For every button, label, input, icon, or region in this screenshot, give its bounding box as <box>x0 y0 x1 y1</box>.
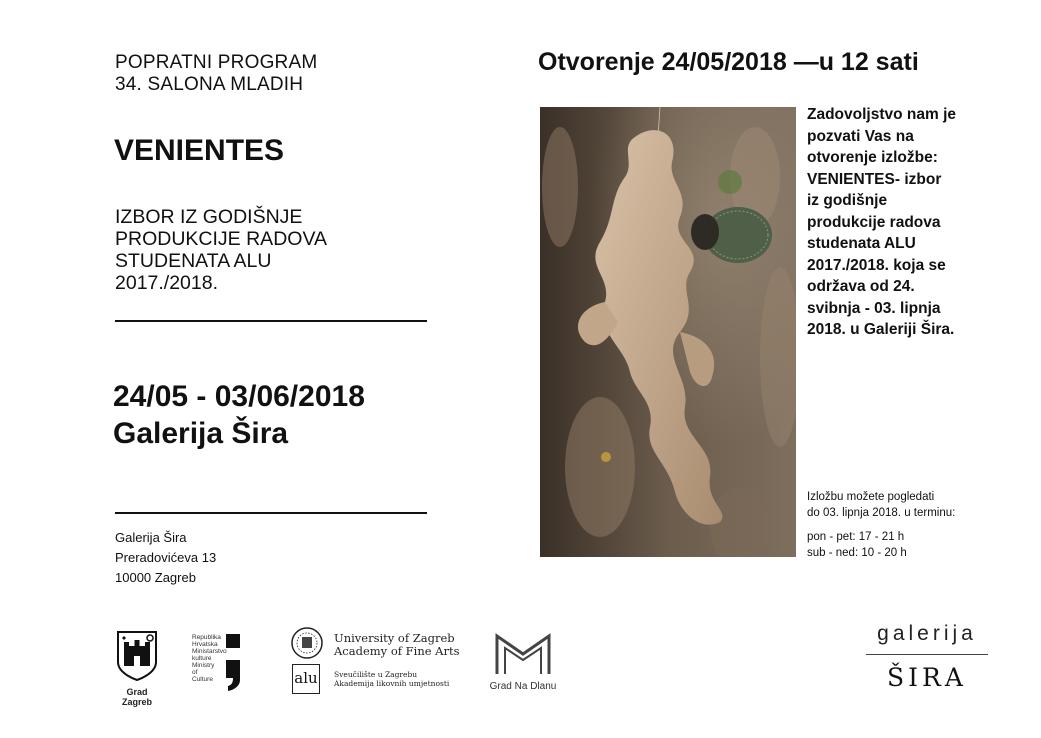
viewing-line: Izložbu možete pogledati <box>807 491 935 503</box>
opening-heading: Otvorenje 24/05/2018 —u 12 sati <box>538 48 919 76</box>
program-heading <box>115 52 317 96</box>
invitation-line: VENIENTES- izbor <box>807 170 942 188</box>
sira-word: ŠIRA <box>887 663 967 692</box>
subtitle-line: PRODUKCIJE RADOVA <box>115 228 328 250</box>
invitation-line: 2017./2018. koja se <box>807 256 946 274</box>
university-seal-icon <box>290 626 324 660</box>
ministry-line: Ministarstvo <box>192 648 227 655</box>
viewing-line: do 03. lipnja 2018. u terminu: <box>807 506 956 519</box>
ministry-line: Hrvatska <box>192 641 218 648</box>
address-line: Preradovićeva 13 <box>115 550 217 565</box>
viewing-info <box>807 490 955 521</box>
hours-weekend: sub - ned: 10 - 20 h <box>807 546 907 559</box>
ministry-line: Culture <box>192 676 213 683</box>
invitation-line: pozvati Vas na <box>807 127 914 145</box>
address-line: 10000 Zagreb <box>115 570 196 585</box>
invitation-line: iz godišnje <box>807 192 888 209</box>
university-line: Academy of Fine Arts <box>334 644 460 658</box>
exhibition-venue: Galerija Šira <box>113 417 289 450</box>
hours-weekdays: pon - pet: 17 - 21 h <box>807 531 905 543</box>
ministry-line: Republika <box>192 634 221 641</box>
grad-na-dlanu-logo <box>483 628 563 692</box>
grad-na-dlanu-label: Grad Na Dlanu <box>489 681 557 692</box>
alu-mark: alu <box>292 664 320 694</box>
invitation-line: 2018. u Galeriji Šira. <box>807 321 955 338</box>
university-line: University of Zagreb <box>334 631 455 645</box>
invitation-text <box>807 104 956 341</box>
exhibition-title: VENIENTES <box>114 134 285 167</box>
exhibition-subtitle <box>115 206 327 294</box>
exhibition-photo <box>540 107 796 557</box>
ministry-line: Ministry of <box>192 662 215 676</box>
university-sub-line: Akademija likovnih umjetnosti <box>334 679 450 688</box>
invitation-line: svibnja - 03. lipnja <box>807 299 941 317</box>
address-line: Galerija Šira <box>115 530 187 545</box>
semicolon-icon <box>224 632 242 692</box>
university-sub-name <box>334 670 449 688</box>
address-block <box>115 528 216 588</box>
subtitle-line: STUDENATA ALU <box>115 250 272 272</box>
invitation-line: održava od 24. <box>807 278 915 295</box>
university-logo <box>290 626 460 696</box>
sculpture-photo <box>540 107 796 557</box>
subtitle-line: IZBOR IZ GODIŠNJE <box>115 206 303 228</box>
galerija-sira-logo <box>866 622 988 692</box>
ministry-logo <box>192 632 252 692</box>
zagreb-coat-of-arms-icon <box>116 630 158 682</box>
divider-top <box>115 320 427 322</box>
university-name <box>334 632 460 658</box>
galerija-word: galerija <box>877 622 977 645</box>
invitation-line: otvorenje izložbe: <box>807 149 938 166</box>
program-line-2: 34. SALONA MLADIH <box>115 74 304 95</box>
dates-block <box>113 378 365 452</box>
divider-bottom <box>115 512 427 514</box>
grad-na-dlanu-icon <box>491 628 555 676</box>
invitation-line: produkcije radova <box>807 213 941 231</box>
program-line-1: POPRATNI PROGRAM <box>115 52 318 73</box>
zagreb-label: Grad Zagreb <box>121 687 152 707</box>
ministry-text <box>192 634 227 683</box>
exhibition-dates: 24/05 - 03/06/2018 <box>113 380 365 413</box>
invitation-line: studenata ALU <box>807 235 916 252</box>
ministry-line: kulture <box>192 655 212 662</box>
university-sub-line: Sveučilište u Zagrebu <box>334 670 418 679</box>
logo-divider <box>866 654 988 655</box>
subtitle-line: 2017./2018. <box>115 272 219 294</box>
opening-hours <box>807 530 907 561</box>
grad-zagreb-logo <box>112 630 162 707</box>
invitation-line: Zadovoljstvo nam je <box>807 106 957 123</box>
